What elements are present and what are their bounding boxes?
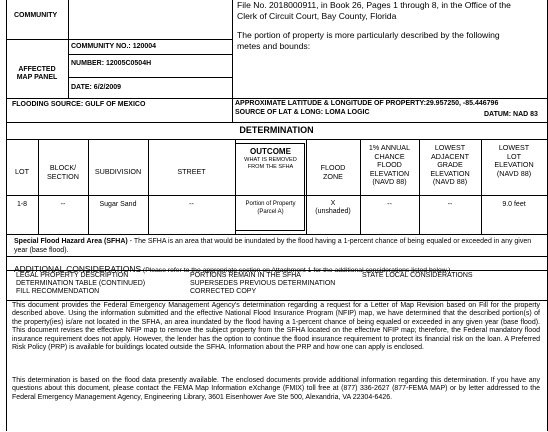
- header-lag-line: LOWEST: [434, 143, 466, 152]
- divider: [232, 98, 233, 122]
- consideration-item: FILL RECOMMENDATION: [16, 288, 100, 295]
- header-block-line: BLOCK/: [49, 163, 77, 172]
- divider: [148, 139, 149, 234]
- cell-outcome-line: (Parcel A): [257, 209, 284, 215]
- header-lag-line: (NAVD 88): [432, 177, 468, 187]
- determination-paragraph-1: This document provides the Federal Emergency Management Agency's determination regarding a request for a Letter of Map Revision based on Fill for the property described above. Using the information submitted and the effective National Flood Insurance Program (NFIP) map, we have determined that the described portion(s) of the property(ies) is/are not located in the SFHA, an area inundated by the flood having a 1-percent chance of being equaled or exceeded in any given year (base flood). This document revises the effective NFIP map to remove the subject property from the SFHA located on the effective NFIP map; therefore, the Federal mandatory flood insurance requirement does not apply. However, the lender has the option to continue the flood insurance requirement to protect its financial risk on the loan. A Preferred Risk Policy (PRP) is available for buildings located outside the SFHA. Information about the PRP and how one can apply is enclosed.: [12, 302, 540, 352]
- cell-street: --: [189, 201, 194, 208]
- sfha-definition: [14, 237, 540, 255]
- header-llg-line: (NAVD 88): [496, 168, 532, 178]
- sfha-term: Special Flood Hazard Area (SFHA): [14, 238, 128, 245]
- sfha-text: - The SFHA is an area that would be inundated by the flood having a 1-percent chance of being equaled or exceeded in any given year (base flood).: [14, 238, 532, 254]
- header-bfe-line: CHANCE: [374, 151, 405, 161]
- cell-lag: --: [447, 201, 453, 208]
- divider: [6, 98, 547, 99]
- divider: [6, 234, 547, 235]
- legal-line-2: Clerk of Circuit Court, Bay County, Florida: [237, 11, 397, 21]
- header-lag-line: GRADE: [437, 160, 463, 170]
- header-lag-line: ADJACENT: [431, 151, 469, 161]
- community-label: COMMUNITY: [14, 12, 58, 19]
- header-llg-line: LOT: [507, 151, 521, 161]
- header-block-line: SECTION: [47, 171, 79, 181]
- header-flood-zone-line: FLOOD: [320, 163, 346, 172]
- cell-flood-zone-line: X: [330, 200, 336, 207]
- header-bfe-line: FLOOD: [377, 160, 402, 170]
- legal-description: [237, 0, 543, 51]
- header-lot: LOT: [15, 167, 29, 176]
- divider: [68, 39, 232, 40]
- divider: [6, 122, 547, 123]
- header-street: STREET: [177, 167, 206, 176]
- map-panel-date: DATE: 6/2/2009: [71, 84, 122, 91]
- flooding-source: FLOODING SOURCE: GULF OF MEXICO: [12, 101, 146, 108]
- consideration-item: LEGAL PROPERTY DESCRIPTION: [16, 272, 129, 279]
- legal-line-4: metes and bounds:: [237, 41, 311, 51]
- cell-outcome-line: Portion of Property: [245, 201, 296, 207]
- community-number: COMMUNITY NO.: 120004: [71, 43, 157, 50]
- divider: [6, 39, 68, 40]
- map-panel-number: NUMBER: 12005C0504H: [71, 60, 152, 67]
- map-panel-label-line2: MAP PANEL: [16, 74, 58, 81]
- header-flood-zone: [306, 164, 360, 181]
- header-outcome-line: WHAT IS REMOVED: [244, 157, 297, 163]
- divider: [6, 270, 547, 271]
- divider: [38, 139, 39, 234]
- coordinates-line: APPROXIMATE LATITUDE & LONGITUDE OF PROPERTY:29.957250, -85.446796: [235, 100, 499, 107]
- header-lag-line: ELEVATION: [430, 168, 470, 178]
- cell-flood-zone: [306, 200, 360, 216]
- header-block: [38, 164, 88, 181]
- header-bfe-line: 1% ANNUAL: [368, 143, 411, 152]
- header-llg-line: LOWEST: [498, 143, 530, 152]
- consideration-item: PORTIONS REMAIN IN THE SFHA: [190, 272, 301, 279]
- divider: [68, 54, 232, 55]
- coordinates-source: SOURCE OF LAT & LONG: LOMA LOGIC: [235, 109, 370, 116]
- divider: [232, 0, 233, 98]
- consideration-item: DETERMINATION TABLE (CONTINUED): [16, 280, 146, 287]
- divider: [88, 139, 89, 234]
- cell-bfe: --: [387, 201, 392, 208]
- additional-note: (Please refer to the appropriate section on Attachment 1 for the additional considerations listed below.): [141, 267, 451, 274]
- header-outcome-title: OUTCOME: [250, 147, 291, 156]
- header-bfe: [360, 144, 419, 187]
- additional-title: ADDITIONAL CONSIDERATIONS: [14, 264, 142, 274]
- coordinates-datum: DATUM: NAD 83: [484, 111, 538, 118]
- cell-llg: 9.0 feet: [502, 201, 526, 208]
- consideration-item: SUPERSEDES PREVIOUS DETERMINATION: [190, 280, 336, 287]
- divider: [68, 77, 232, 78]
- header-outcome: [236, 147, 305, 171]
- divider: [6, 256, 547, 257]
- header-flood-zone-line: ZONE: [323, 171, 343, 181]
- header-bfe-line: (NAVD 88): [372, 177, 407, 187]
- determination-paragraph-2: This determination is based on the flood data presently available. The enclosed documents provide additional information regarding this determination. If you have any questions about this document, please contact the FEMA Map Information eXchange (FMIX) toll free at (877) 336-2627 (877-FEMA MAP) or by letter addressed to the Federal Emergency Management Agency, Engineering Library, 3601 Eisenhower Ave Ste 500, Alexandria, VA 22304-6426.: [12, 377, 540, 401]
- divider: [306, 139, 307, 234]
- header-llg-line: ELEVATION: [494, 160, 534, 170]
- consideration-item: STATE LOCAL CONSIDERATIONS: [362, 272, 473, 279]
- cell-outcome: [236, 200, 305, 216]
- legal-line-1: File No. 2018000911, in Book 26, Pages 1 through 8, in the Office of the: [237, 0, 511, 10]
- header-llg: [481, 144, 547, 178]
- consideration-item: CORRECTED COPY: [190, 288, 257, 295]
- divider: [6, 300, 547, 301]
- divider: [68, 0, 69, 98]
- cell-block: --: [60, 201, 66, 208]
- determination-title: DETERMINATION: [239, 125, 314, 135]
- header-outcome-line: FROM THE SFHA: [247, 164, 294, 170]
- cell-subdivision: Sugar Sand: [99, 201, 137, 208]
- legal-line-3: The portion of property is more particularly described by the following: [237, 30, 500, 40]
- cell-lot: 1-8: [16, 201, 28, 208]
- map-panel-label: [6, 66, 68, 82]
- cell-flood-zone-line: (unshaded): [315, 208, 351, 215]
- header-lag: [419, 144, 481, 187]
- header-bfe-line: ELEVATION: [369, 168, 410, 178]
- map-panel-label-line1: AFFECTED: [18, 66, 56, 73]
- header-subdivision: SUBDIVISION: [94, 167, 142, 176]
